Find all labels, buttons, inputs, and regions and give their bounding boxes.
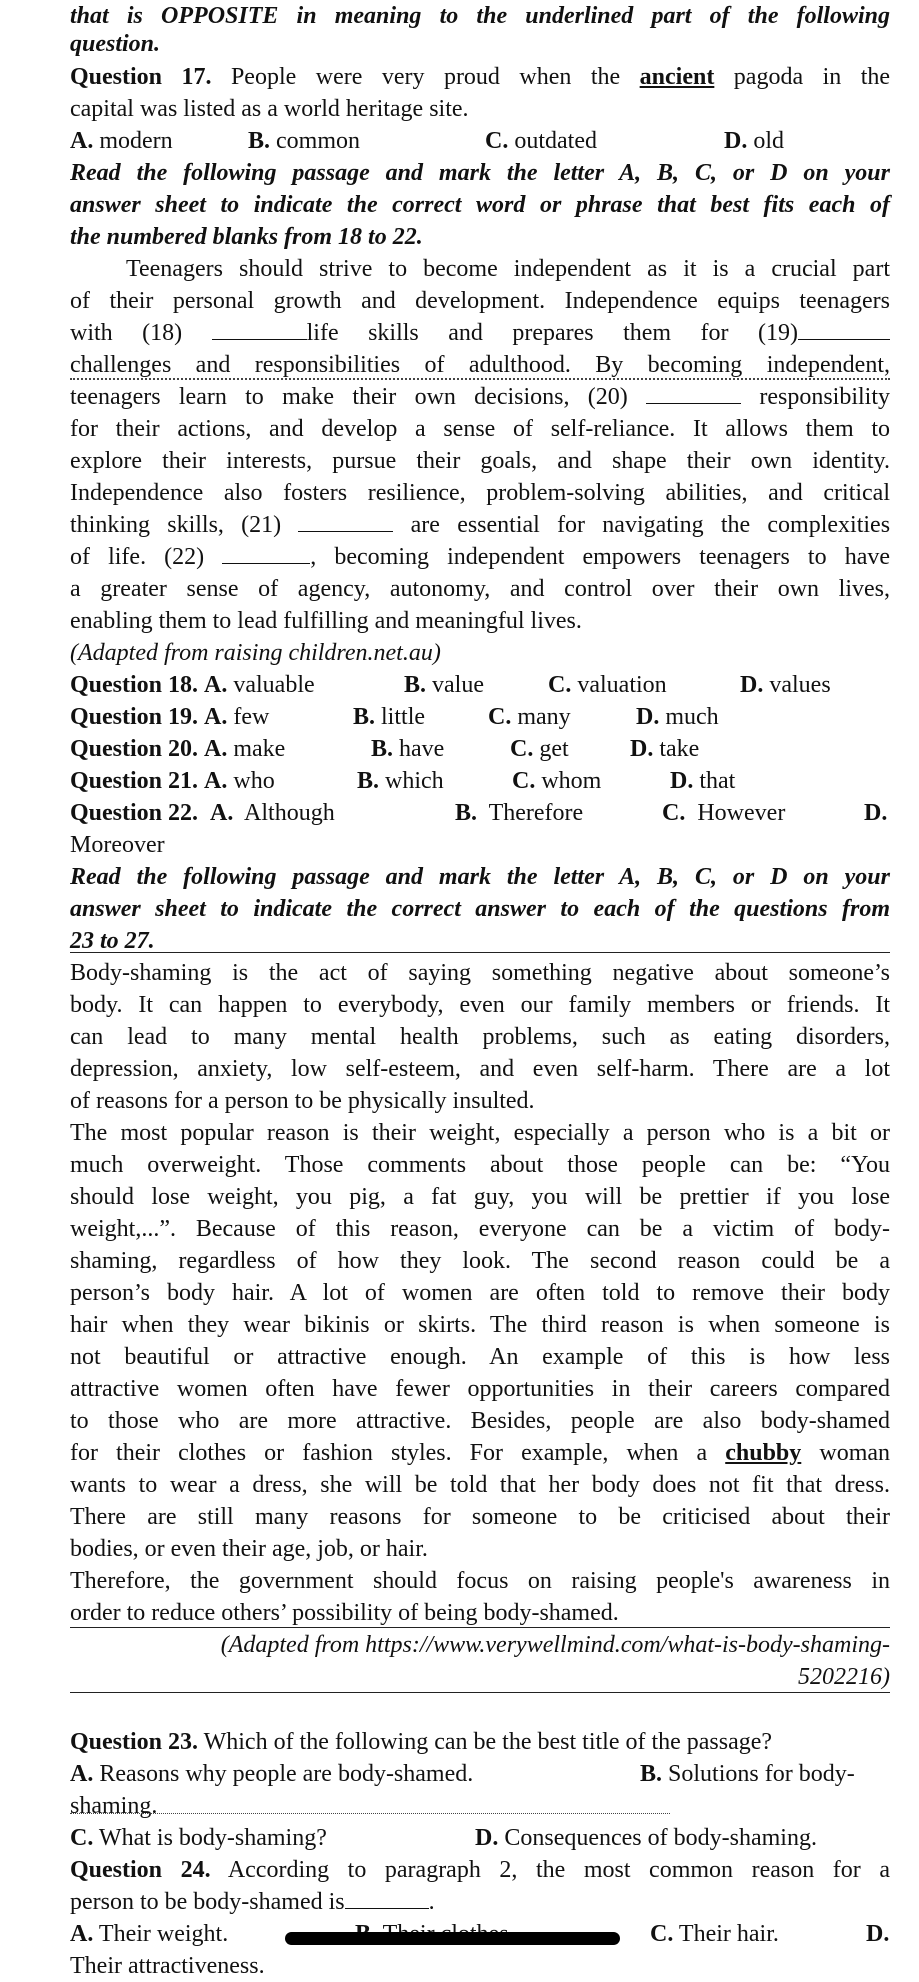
- option-c[interactable]: C. Their hair.: [650, 1921, 779, 1947]
- instruction-line: the numbered blanks from 18 to 22.: [70, 224, 423, 250]
- option-b[interactable]: B. little: [353, 704, 426, 730]
- blank-19: [798, 317, 890, 340]
- question-21: [70, 765, 900, 797]
- passage-line: The most popular reason is their weight, especially a person who is a bit or: [70, 1120, 890, 1146]
- redaction-mark: [285, 1932, 620, 1945]
- instruction-line: Read the following passage and mark the letter A, B, C, or D on your: [70, 864, 890, 890]
- passage-line: challenges and responsibilities of adulthood. By becoming independent,: [70, 352, 890, 378]
- option-d-text: Moreover: [70, 832, 165, 858]
- passage-line: person’s body hair. A lot of women are often told to remove their body: [70, 1280, 890, 1306]
- question-23-stem: Question 23. Which of the following can be the best title of the passage?: [70, 1729, 773, 1755]
- question-17-stem: [70, 61, 890, 93]
- option-b[interactable]: B. Solutions for body-: [640, 1761, 855, 1787]
- option-c[interactable]: C. get: [510, 736, 569, 762]
- passage-line: with (18) life skills and prepares them for (19): [70, 317, 890, 349]
- question-text: person to be body-shamed is .: [70, 1886, 890, 1918]
- question-text: capital was listed as a world heritage site.: [70, 96, 469, 122]
- question-text: People were very proud when the: [230, 64, 621, 90]
- option-a[interactable]: Question 21. A. who: [70, 768, 275, 794]
- passage-line: thinking skills, (21) are essential for navigating the complexities: [70, 509, 890, 541]
- question-label: Question 17.: [70, 64, 212, 90]
- option-a[interactable]: A. modern: [70, 128, 173, 154]
- passage-line: for their actions, and develop a sense of self-reliance. It allows them to: [70, 416, 890, 442]
- option-d[interactable]: D. values: [740, 672, 831, 698]
- option-d[interactable]: D.: [864, 800, 888, 826]
- passage-line: shaming, regardless of how they look. The second reason could be a: [70, 1248, 890, 1274]
- option-c[interactable]: C. whom: [512, 768, 602, 794]
- instruction-line: 23 to 27.: [70, 928, 155, 954]
- option-b[interactable]: B. Therefore: [455, 800, 584, 826]
- passage-line: of their personal growth and development. Independence equips teenagers: [70, 288, 890, 314]
- instruction-line: Read the following passage and mark the letter A, B, C, or D on your: [70, 160, 890, 186]
- passage-line: Independence also fosters resilience, problem-solving abilities, and critical: [70, 480, 890, 506]
- option-c[interactable]: C. outdated: [485, 128, 597, 154]
- option-a[interactable]: Question 18. A. valuable: [70, 672, 315, 698]
- question-17-options: [70, 125, 900, 157]
- passage-line: wants to wear a dress, she will be told that her body does not fit that dress.: [70, 1472, 890, 1498]
- passage-line: of reasons for a person to be physically insulted.: [70, 1088, 535, 1114]
- question-text: pagoda in the: [733, 64, 891, 90]
- passage-line: much overweight. Those comments about those people can be: “You: [70, 1152, 890, 1178]
- passage-line: should lose weight, you pig, a fat guy, you will be prettier if you lose: [70, 1184, 890, 1210]
- passage-source: (Adapted from raising children.net.au): [70, 640, 441, 666]
- option-b[interactable]: B. have: [371, 736, 445, 762]
- passage-line: There are still many reasons for someone to be criticised about their: [70, 1504, 890, 1530]
- option-d[interactable]: D. old: [724, 128, 785, 154]
- option-b-continued: shaming.: [70, 1793, 158, 1819]
- passage-source: 5202216): [798, 1664, 890, 1690]
- passage-line: explore their interests, pursue their goals, and shape their own identity.: [70, 448, 890, 474]
- passage-line: Body-shaming is the act of saying something negative about someone’s: [70, 960, 890, 986]
- passage-line: a greater sense of agency, autonomy, and control over their own lives,: [70, 576, 890, 602]
- underlined-word: chubby: [725, 1440, 802, 1466]
- blank-20: [646, 381, 741, 404]
- divider: [70, 1627, 890, 1628]
- option-c[interactable]: C. However: [662, 800, 786, 826]
- divider: [70, 952, 890, 953]
- passage-line: for their clothes or fashion styles. For example, when a chubby woman: [70, 1440, 891, 1466]
- option-d[interactable]: D.: [866, 1921, 890, 1947]
- option-d-text: Their attractiveness.: [70, 1953, 265, 1979]
- option-d[interactable]: D. that: [670, 768, 736, 794]
- question-24-stem: Question 24. According to paragraph 2, the most common reason for a: [70, 1857, 890, 1883]
- option-a[interactable]: Question 22. A. Although: [70, 800, 335, 826]
- passage-line: body. It can happen to everybody, even our family members or friends. It: [70, 992, 890, 1018]
- option-c[interactable]: C. many: [488, 704, 571, 730]
- question-20: [70, 733, 900, 765]
- option-a[interactable]: Question 19. A. few: [70, 704, 270, 730]
- option-b[interactable]: B. common: [248, 128, 361, 154]
- blank-18: [212, 317, 307, 340]
- question-22: [70, 797, 900, 829]
- option-b[interactable]: B. which: [357, 768, 444, 794]
- underlined-word: ancient: [639, 64, 715, 90]
- question-18: [70, 669, 900, 701]
- option-a[interactable]: A. Reasons why people are body-shamed.: [70, 1761, 474, 1787]
- question-23-options-row2: [70, 1822, 900, 1854]
- passage-line: attractive women often have fewer opportunities in their careers compared: [70, 1376, 890, 1402]
- question-19: [70, 701, 900, 733]
- passage-line: depression, anxiety, low self-esteem, and even self-harm. There are a lot: [70, 1056, 890, 1082]
- option-c[interactable]: C. valuation: [548, 672, 667, 698]
- passage-line: Teenagers should strive to become independent as it is a crucial part: [126, 256, 890, 282]
- divider: [70, 1692, 890, 1693]
- option-a[interactable]: Question 20. A. make: [70, 736, 286, 762]
- option-c[interactable]: C. What is body-shaming?: [70, 1825, 327, 1851]
- passage-source: (Adapted from https://www.verywellmind.com/what-is-body-shaming-: [220, 1632, 890, 1658]
- passage-line: not beautiful or attractive enough. An example of this is how less: [70, 1344, 890, 1370]
- intro-line: question.: [70, 31, 161, 57]
- passage-line: order to reduce others’ possibility of being body-shamed.: [70, 1600, 619, 1626]
- question-23-options-row1: [70, 1758, 900, 1790]
- passage-line: bodies, or even their age, job, or hair.: [70, 1536, 428, 1562]
- blank-21: [298, 509, 393, 532]
- passage-line: of life. (22) , becoming independent empowers teenagers to have: [70, 541, 890, 573]
- option-a[interactable]: A. Their weight.: [70, 1921, 229, 1947]
- instruction-line: answer sheet to indicate the correct word or phrase that best fits each of: [70, 192, 890, 218]
- blank-22: [222, 541, 310, 564]
- passage-line: enabling them to lead fulfilling and meaningful lives.: [70, 608, 582, 634]
- option-d[interactable]: D. Consequences of body-shaming.: [475, 1825, 817, 1851]
- option-d[interactable]: D. take: [630, 736, 700, 762]
- answer-blank: [345, 1886, 429, 1909]
- passage-line: Therefore, the government should focus on raising people's awareness in: [70, 1568, 890, 1594]
- option-b[interactable]: B. value: [404, 672, 484, 698]
- passage-line: can lead to many mental health problems, such as eating disorders,: [70, 1024, 890, 1050]
- intro-line: that is OPPOSITE in meaning to the underlined part of the following: [70, 3, 890, 29]
- passage-line: to those who are more attractive. Besides, people are also body-shamed: [70, 1408, 890, 1434]
- dotted-line: [70, 1813, 670, 1814]
- instruction-line: answer sheet to indicate the correct answer to each of the questions from: [70, 896, 890, 922]
- passage-line: hair when they wear bikinis or skirts. The third reason is when someone is: [70, 1312, 890, 1338]
- option-d[interactable]: D. much: [636, 704, 719, 730]
- passage-line: teenagers learn to make their own decisions, (20) responsibility: [70, 381, 890, 413]
- passage-line: weight,...”. Because of this reason, everyone can be a victim of body-: [70, 1216, 890, 1242]
